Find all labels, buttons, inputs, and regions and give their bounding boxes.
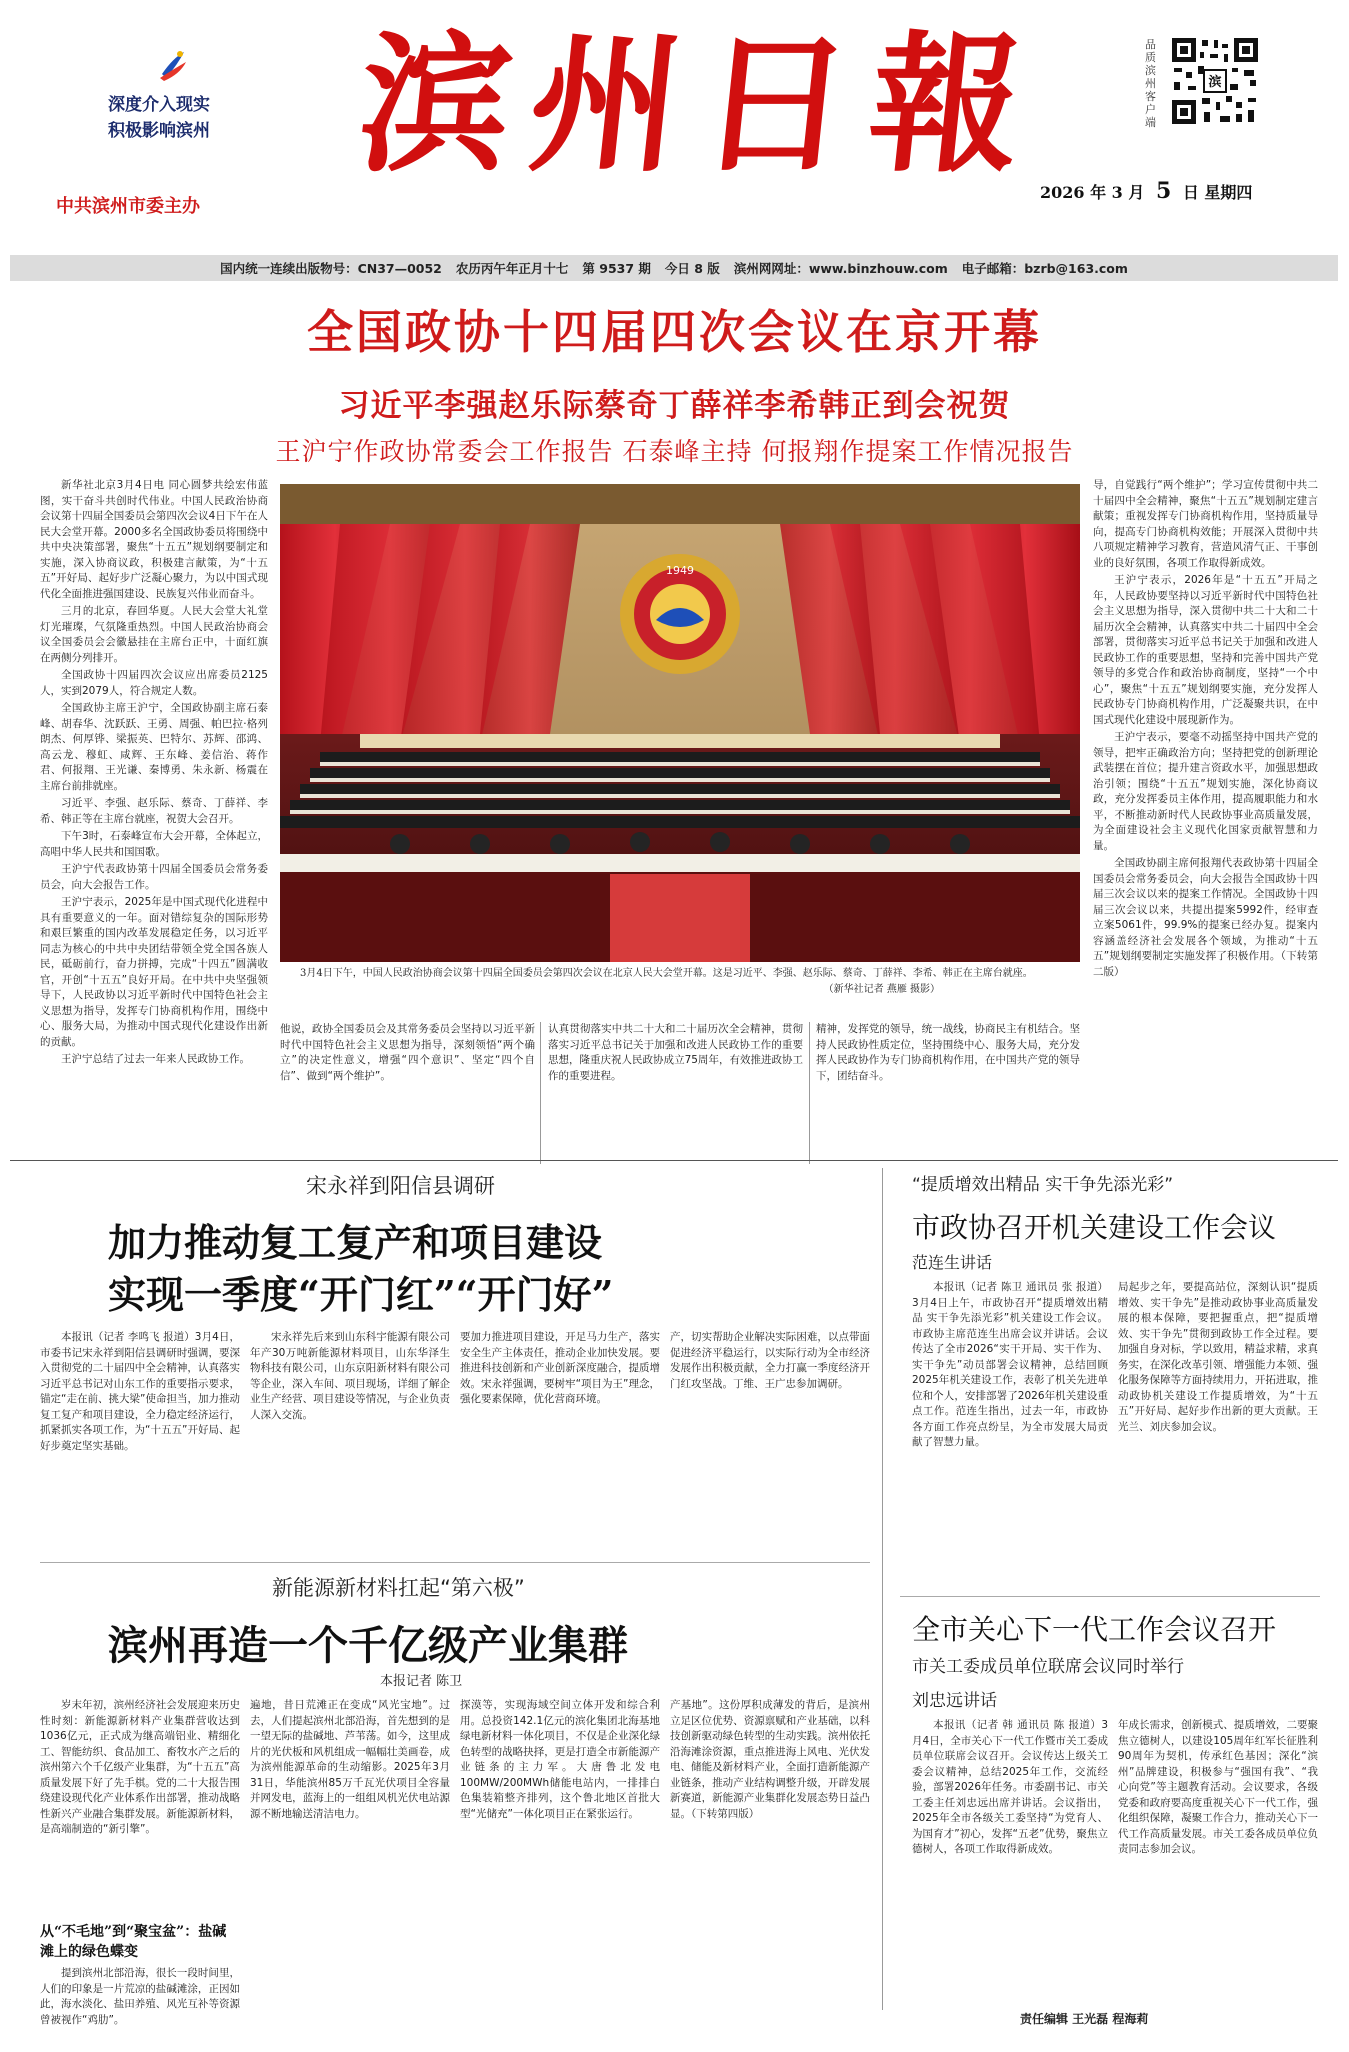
newspaper-name: 滨州日報 [351,17,1050,193]
lead-paragraph: 习近平、李强、赵乐际、蔡奇、丁薛祥、李希、韩正等在主席台就座，祝贺大会召开。 [40,797,268,825]
qianyi-kicker: 新能源新材料扛起“第六极” [272,1576,525,1600]
emblem-year: 1949 [666,564,694,577]
motto-line-1: 深度介入现实 [108,95,210,115]
lead-under-column-1: 他说，政协全国委员会及其常务委员会坚持以习近平新时代中国特色社会主义思想为指导，深刻领悟“两个确立”的决定性意义，增强“四个意识”、坚定“四个自信”、做到“两个维护”。 [280,1023,535,1082]
host-label: 中共滨州市委主办 [56,196,200,217]
lead-subhead: 习近平李强赵乐际蔡奇丁薛祥李希韩正到会祝贺 [338,388,1011,424]
date-suffix: 日 星期四 [1182,183,1253,202]
zhengxie-column-2: 局起步之年，要提高站位，深刻认识“提质增效、实干争先”是推动政协事业高质量发展的根本保障，要把握重点，把“提质增效、实干争先”贯彻到政协工作全过程。要加强自身对标，学以致用，精益求精，求真务实，在深化改革引领、增强能力本领、强化服务保障等方面持续用力，开拓进取，推动政协机关建设工作提质增效，为“十五五”开好局、起好步作出新的更大贡献。王光兰、刘庆参加会议。 [1118,1281,1318,1433]
cn-number: 国内统一连续出版物号：CN37—0052 [220,261,442,276]
guanxin-column-2: 年成长需求，创新模式、提质增效，二要聚焦立德树人，以建设105周年红军长征胜利90周年为契机，传承红色基因；深化“滨州”品牌建设，积极参与“强国有我”、“我心向党”等主题教育活动。会议要求，各级党委和政府要高度重视关心下一代工作，强化组织保障，凝聚工作合力，推动关心下一代工作高质量发展。市关工委各成员单位负责同志参加会议。 [1118,1719,1318,1855]
guanxin-headline: 全市关心下一代工作会议召开 [912,1613,1277,1646]
qr-code-icon [1170,36,1260,126]
motto-line-2: 积极影响滨州 [108,121,210,141]
section-divider [900,1596,1320,1597]
lead-paragraph: 三月的北京，春回华夏。人民大会堂大礼堂灯光璀璨，气氛隆重热烈。中国人民政治协商会议全国委员会会徽悬挂在主席台正中，十面红旗在两侧分列排开。 [40,605,268,664]
logo-icon [158,48,188,82]
lead-paragraph: 下午3时，石泰峰宣布大会开幕，全体起立，高唱中华人民共和国国歌。 [40,830,268,858]
section-divider [10,1160,1338,1161]
date-day: 5 [1155,178,1172,204]
guanxin-byline: 刘忠远讲话 [912,1691,997,1711]
column-divider [540,1022,541,1164]
lunar-date: 农历丙午年正月十七 [455,261,569,276]
fugong-headline-1: 加力推动复工复产和项目建设 [108,1220,603,1265]
date-prefix: 2026 年 3 月 [1040,183,1145,202]
qianyi-column-3: 探漠等，实现海域空间立体开发和综合利用。总投资142.1亿元的滨化集团北海基地绿电新材料一体化项目，不仅是企业深化绿色转型的战略抉择，更是打造全市新能源产业链条的主力军。大唐鲁北发电100MW/200MWh储能电站内，一排排白色集装箱整齐排列，这个鲁北地区首批大型“光储充”一体化项目正在紧张运行。 [460,1699,660,1820]
photo-credit: （新华社记者 燕雁 摄影） [823,984,940,995]
fugong-column-1: 本报讯（记者 李鸣飞 报道）3月4日，市委书记宋永祥到阳信县调研时强调，要深入贯彻党的二十届四中全会精神，认真落实习近平总书记对山东工作的重要指示要求，锚定“走在前、挑大梁”使命担当，加力推动复工复产和项目建设，全力稳定经济运行，抓紧抓实各项工作，为“十五五”开好局、起好步奠定坚实基础。 [40,1331,240,1452]
info-bar [10,255,1338,281]
lead-paragraph: 王沪宁表示，2025年是中国式现代化进程中具有重要意义的一年。面对错综复杂的国际形势和艰巨繁重的国内改革发展稳定任务，以习近平同志为核心的中共中央团结带领全党全国各族人民，砥砺前行，奋力拼搏，完成“十四五”圆满收官，开创“十五五”良好开局。在中共中央坚强领导下，人民政协以习近平新时代中国特色社会主义思想为指导，发挥专门协商机构作用，围绕中心、服务大局，为推动中国式现代化建设作出新的贡献。 [40,896,268,1048]
lead-paragraph: 王沪宁总结了过去一年来人民政协工作。 [61,1053,250,1065]
qianyi-headline: 滨州再造一个千亿级产业集群 [108,1622,628,1669]
lead-paragraph: 新华社北京3月4日电 同心圆梦共绘宏伟蓝图，实干奋斗共创时代伟业。中国人民政治协商会议第十四届全国委员会第四次会议4日下午在人民大会堂开幕。2000多名全国政协委员将围绕中共中央决策部署，聚焦“十五五”规划纲要制定和实施，深入协商议政，积极建言献策，为“十五五”开好局、起好步广泛凝心聚力，为以中国式现代化全面推进强国建设、民族复兴伟业而奋斗。 [40,479,268,600]
email: 电子邮箱：bzrb@163.com [961,261,1128,276]
lead-paragraph: 全国政协副主席何报翔代表政协第十四届全国委员会常务委员会，向大会报告全国政协十四届三次会议以来的提案工作情况。全国政协十四届三次会议以来，共提出提案5992件，经审查立案5061件，99.9%的提案已经办复。提案内容涵盖经济社会发展各个领域，为推动“十五五”规划纲要制定实施发挥了积极作用。（下转第二版） [1093,857,1318,978]
qianyi-byline: 本报记者 陈卫 [380,1674,463,1689]
guanxin-subhead: 市关工委成员单位联席会议同时举行 [912,1657,1184,1677]
fugong-column-4: 产，切实帮助企业解决实际困难，以点带面促进经济平稳运行，以实际行动为全市经济发展作出积极贡献，全力打赢一季度经济开门红攻坚战。丁维、王广忠参加调研。 [670,1331,870,1390]
lead-column-right [1093,478,1318,1168]
lead-paragraph: 全国政协主席王沪宁，全国政协副主席石泰峰、胡春华、沈跃跃、王勇、周强、帕巴拉·格列朗杰、何厚铧、梁振英、巴特尔、苏辉、邵鸿、高云龙、穆虹、咸辉、王东峰、姜信治、蒋作君、何报翔、王光谦、秦博勇、朱永新、杨震在主席台前排就座。 [40,702,268,792]
lead-paragraph: 王沪宁表示，要毫不动摇坚持中国共产党的领导，把牢正确政治方向；坚持把党的创新理论武装摆在首位；提升建言资政水平，加强思想政治引领；围绕“十五五”规划实施，深化协商议政，充分发挥委员主体作用，提高履职能力和水平，不断推动新时代人民政协事业高质量发展，为全面建设社会主义现代化国家贡献智慧和力量。 [1093,731,1318,852]
fugong-headline-2: 实现一季度“开门红”“开门好” [108,1272,614,1317]
zhengxie-quote: “提质增效出精品 实干争先添光彩” [912,1175,1174,1195]
fugong-kicker: 宋永祥到阳信县调研 [306,1174,495,1198]
masthead [0,0,1349,276]
lead-headline: 全国政协十四届四次会议在京开幕 [307,305,1042,359]
zhengxie-column-1: 本报讯（记者 陈卫 通讯员 张 报道）3月4日上午，市政协召开“提质增效出精品 实干争先添光彩”机关建设工作会议。市政协主席范连生出席会议并讲话。会议传达了全市2026“实干开局、实干作为、实干争先”动员部署会议精神，总结回顾2025年机关建设工作，表彰了机关先进单位和个人，安排部署了2026年机关建设重点工作。范连生指出，过去一年，市政协各方面工作亮点纷呈，为全市发展大局贡献了智慧力量。 [912,1281,1108,1448]
lead-paragraph: 王沪宁代表政协第十四届全国委员会常务委员会，向大会报告工作。 [40,863,268,891]
qr-caption: 品质滨州客户端 [1145,38,1156,129]
svg-text:滨: 滨 [1208,75,1222,90]
lead-paragraph: 王沪宁表示，2026年是“十五五”开局之年，人民政协要坚持以习近平新时代中国特色社会主义思想为指导，深入贯彻中共二十大和二十届历次全会精神，认真落实中共二十届四中全会部署，贯彻落实习近平总书记关于加强和改进人民政协工作的重要思想，坚持和完善中国共产党领导的多党合作和政治协商制度，坚持“一个中心”，聚焦“十五五”规划纲要实施，充分发挥人民政协专门协商机构作用，广泛凝聚共识，在中国式现代化建设中展现新作为。 [1093,574,1318,726]
guanxin-column-1: 本报讯（记者 韩 通讯员 陈 报道）3月4日，全市关心下一代工作暨市关工委成员单位联席会议召开。会议传达上级关工委会议精神，总结2025年工作，交流经验，部署2026年任务。市委副书记、市关工委主任刘忠远出席并讲话。会议指出，2025年全市各级关工委坚持“为党育人、为国育才”初心，发挥“五老”优势，聚焦立德树人，各项工作取得新成效。 [912,1719,1108,1855]
qianyi-column-1: 岁末年初，滨州经济社会发展迎来历史性时刻：新能源新材料产业集群营收达到1036亿元，正式成为继高端铝业、精细化工、智能纺织、食品加工、畜牧水产之后的滨州第六个千亿级产业集群，为“十五五”高质量发展下好了先手棋。党的二十大报告围绕建设现代化产业体系作出部署，推动战略性新兴产业融合集群发展。新能源新材料，是高端制造的“新引擎”。 [40,1699,240,1835]
qianyi-subheading: 从“不毛地”到“聚宝盆”：盐碱滩上的绿色蝶变 [40,1924,227,1960]
lead-subhead-2: 王沪宁作政协常委会工作报告 石泰峰主持 何报翔作提案工作情况报告 [275,437,1074,466]
editors-credit: 责任编辑 王光磊 程海莉 [1020,2012,1149,2026]
photo-caption: 3月4日下午，中国人民政治协商会议第十四届全国委员会第四次会议在北京人民大会堂开幕。这是习近平、李强、赵乐际、蔡奇、丁薛祥、李希、韩正在主席台就座。 （新华社记者 燕雁 摄影） [300,966,1060,998]
column-divider [809,1022,810,1164]
qianyi-column-4: 产基地”。这份厚积成薄发的背后，是滨州立足区位优势、资源禀赋和产业基础，以科技创新驱动绿色转型的生动实践。滨州依托沿海滩涂资源，重点推进海上风电、光伏发电、储能及新材料产业，全面打造新能源产业链条，推动产业结构调整升级，开辟发展新赛道，新能源产业集群化发展态势日益凸显。（下转第四版） [670,1699,870,1820]
issue-number: 第 9537 期 [582,261,651,276]
qianyi-column-2: 遍地，昔日荒滩正在变成“风光宝地”。过去，人们提起滨州北部沿海，首先想到的是一望无际的盐碱地、芦苇荡。如今，这里成片的光伏板和风机组成一幅幅壮美画卷，成为滨州能源革命的生动缩影。2025年3月31日，华能滨州85万千瓦光伏项目全容量并网发电，蓝海上的一组组风机光伏电站源源不断地输送清洁电力。 [250,1699,450,1820]
lead-under-column-2: 认真贯彻落实中共二十大和二十届历次全会精神，贯彻落实习近平总书记关于加强和改进人民政协工作的重要思想，隆重庆祝人民政协成立75周年，有效推进政协工作的重要进程。 [548,1023,803,1082]
zhengxie-byline: 范连生讲话 [912,1253,993,1272]
lead-column-1 [40,478,268,1168]
column-divider [882,1168,883,2010]
qianyi-subcolumn: 提到滨州北部沿海，很长一段时间里，人们的印象是一片荒凉的盐碱滩涂，正因如此，海水淡化、盐田养殖、风光互补等资源曾被视作“鸡肋”。 [40,1967,240,2026]
lead-photo [280,484,1080,962]
issue-date [1040,178,1252,204]
fugong-column-2: 宋永祥先后来到山东科宇能源有限公司年产30万吨新能源材料项目，山东华泽生物科技有限公司，山东京阳新材料有限公司等企业，深入车间、项目现场，详细了解企业生产经营、项目建设等情况，与企业负责人深入交流。 [250,1331,450,1421]
lead-paragraph: 全国政协十四届四次会议应出席委员2125人，实到2079人，符合规定人数。 [40,669,268,697]
lead-paragraph: 导，自觉践行“两个维护”；学习宣传贯彻中共二十届四中全会精神，聚焦“十五五”规划制定建言献策；重视发挥专门协商机构作用，坚持质量导向，提高专门协商机构效能；开展深入贯彻中共八项规定精神学习教育，营造风清气正、干事创业的良好氛围，各项工作取得新成效。 [1093,479,1318,569]
fugong-column-3: 要加力推进项目建设，开足马力生产，落实安全生产主体责任，推动企业加快发展。要推进科技创新和产业创新深度融合，提质增效。宋永祥强调，要树牢“项目为王”理念，强化要素保障，优化营商环境。 [460,1331,660,1405]
section-divider [40,1562,870,1563]
lead-under-column-3: 精神，发挥党的领导，统一战线，协商民主有机结合。坚持人民政协性质定位，坚持围绕中心、服务大局，充分发挥人民政协作为专门协商机构作用，在中国共产党的领导下，团结奋斗。 [816,1023,1080,1082]
website: 滨州网网址：www.binzhouw.com [733,261,948,276]
zhengxie-headline: 市政协召开机关建设工作会议 [912,1211,1277,1244]
page-count: 今日 8 版 [664,261,720,276]
